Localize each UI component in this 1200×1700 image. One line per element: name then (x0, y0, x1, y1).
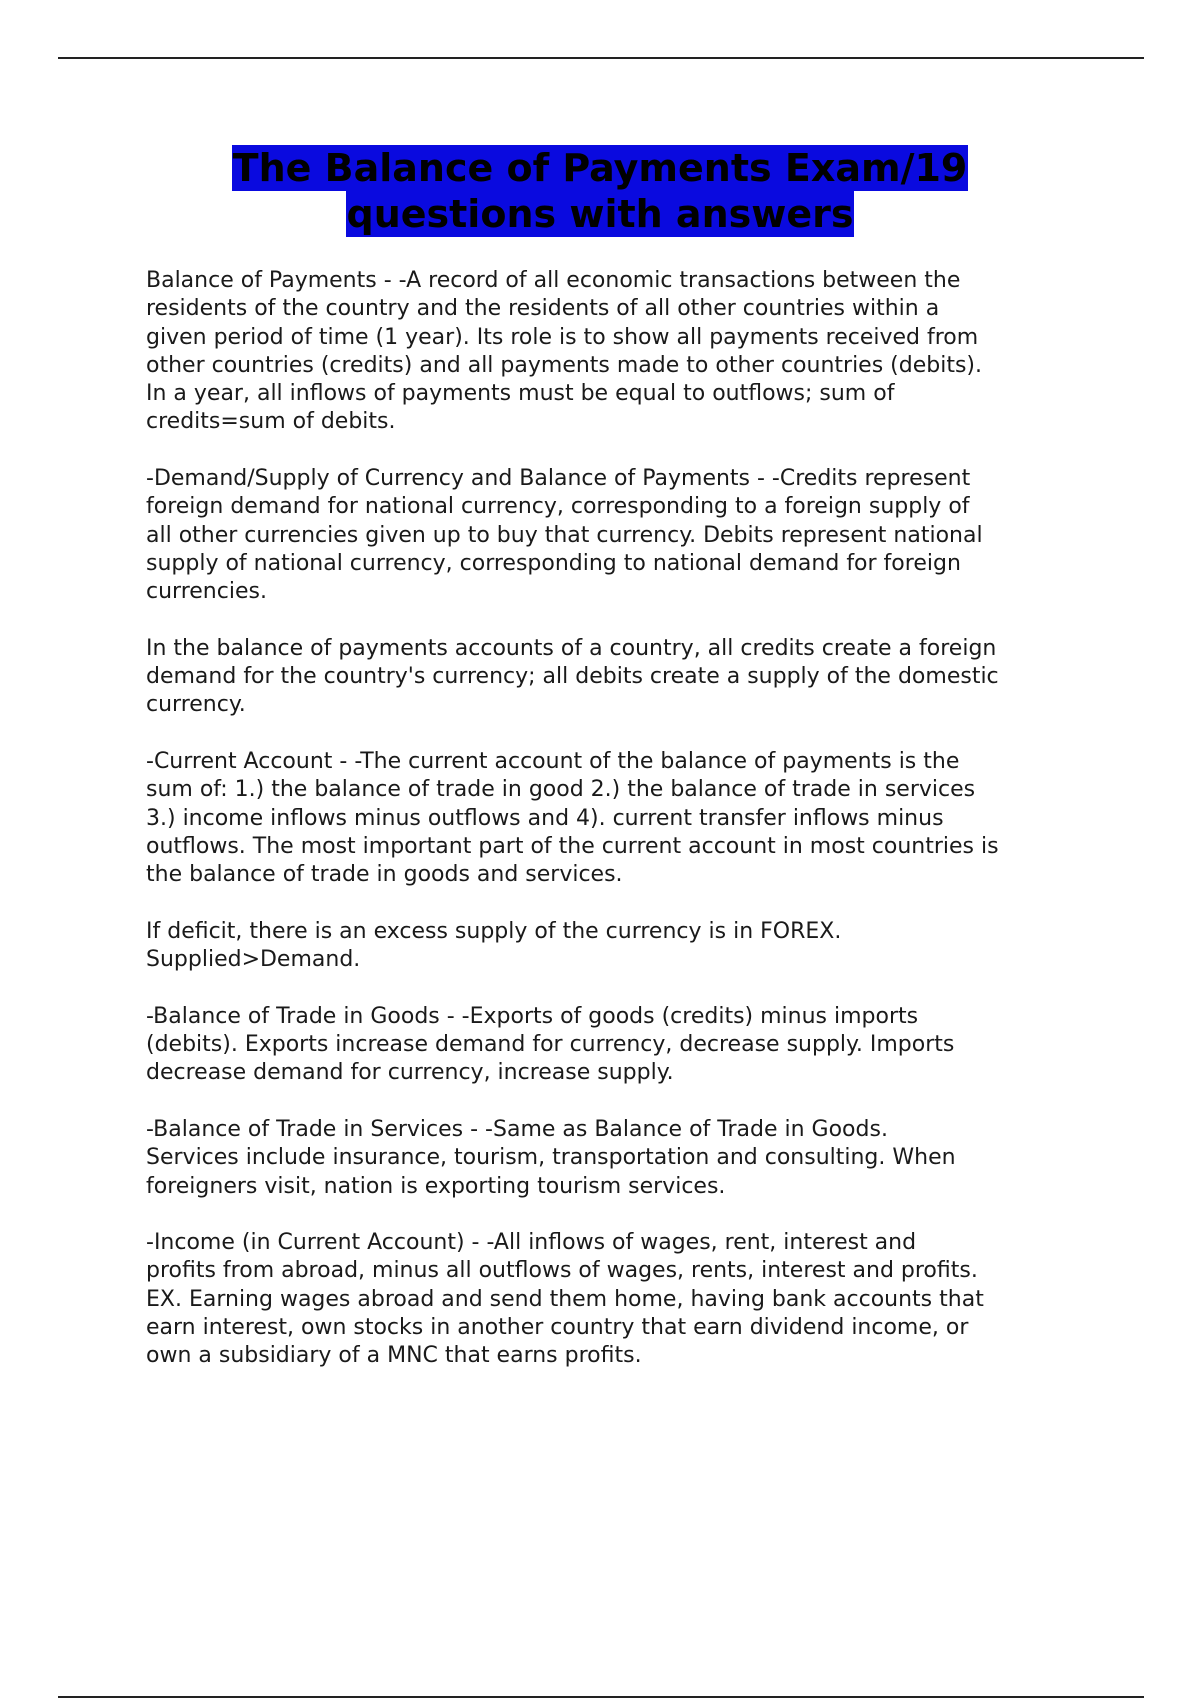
paragraph-trade-in-services: -Balance of Trade in Services - -Same as Balance of Trade in Goods. Services include insurance, tourism, transportation and consulting. When foreigners visit, nation is exporting tourism services. (146, 1116, 956, 1199)
paragraph-income: -Income (in Current Account) - -All inflows of wages, rent, interest and profits from abroad, minus all outflows of wages, rents, interest and profits. EX. Earning wages abroad and send them home, having bank accounts that earn interest, own stocks in another country that earn dividend income, or own a subsidiary of a MNC that earns profits. (146, 1230, 984, 1369)
paragraph-balance-of-payments: Balance of Payments - -A record of all economic transactions between the residents of the country and the residents of all other countries within a given period of time (1 year). Its role is to show all payments received from other countries (credits) and all payments made to other countries (debits). In a year, all inflows of payments must be equal to outflows; sum of credits=sum of debits. (146, 268, 982, 435)
paragraph-trade-in-goods: -Balance of Trade in Goods - -Exports of goods (credits) minus imports (debits). Exports increase demand for currency, decrease supply. Imports decrease demand for currency, increase supply. (146, 1003, 955, 1086)
title-line-1: The Balance of Payments Exam/19 (232, 146, 968, 190)
paragraph-deficit: If deficit, there is an excess supply of the currency is in FOREX. Supplied>Demand. (146, 918, 842, 973)
document-title (0, 145, 1200, 237)
paragraph-demand-supply-currency: -Demand/Supply of Currency and Balance of Payments - -Credits represent foreign demand for national currency, corresponding to a foreign supply of all other currencies given up to buy that currency. Debits represent national supply of national currency, corresponding to national demand for foreign currencies. (146, 466, 983, 605)
document-body (146, 267, 1096, 1399)
bottom-rule (58, 1696, 1144, 1698)
title-line-2: questions with answers (346, 192, 854, 236)
top-rule (58, 57, 1144, 59)
paragraph-credits-debits: In the balance of payments accounts of a country, all credits create a foreign demand for the country's currency; all debits create a supply of the domestic currency. (146, 635, 999, 718)
paragraph-current-account: -Current Account - -The current account of the balance of payments is the sum of: 1.) the balance of trade in good 2.) the balance of trade in services 3.) income inflows minus outflows and 4). current transfer inflows minus outflows. The most important part of the current account in most countries is the balance of trade in goods and services. (146, 749, 999, 888)
